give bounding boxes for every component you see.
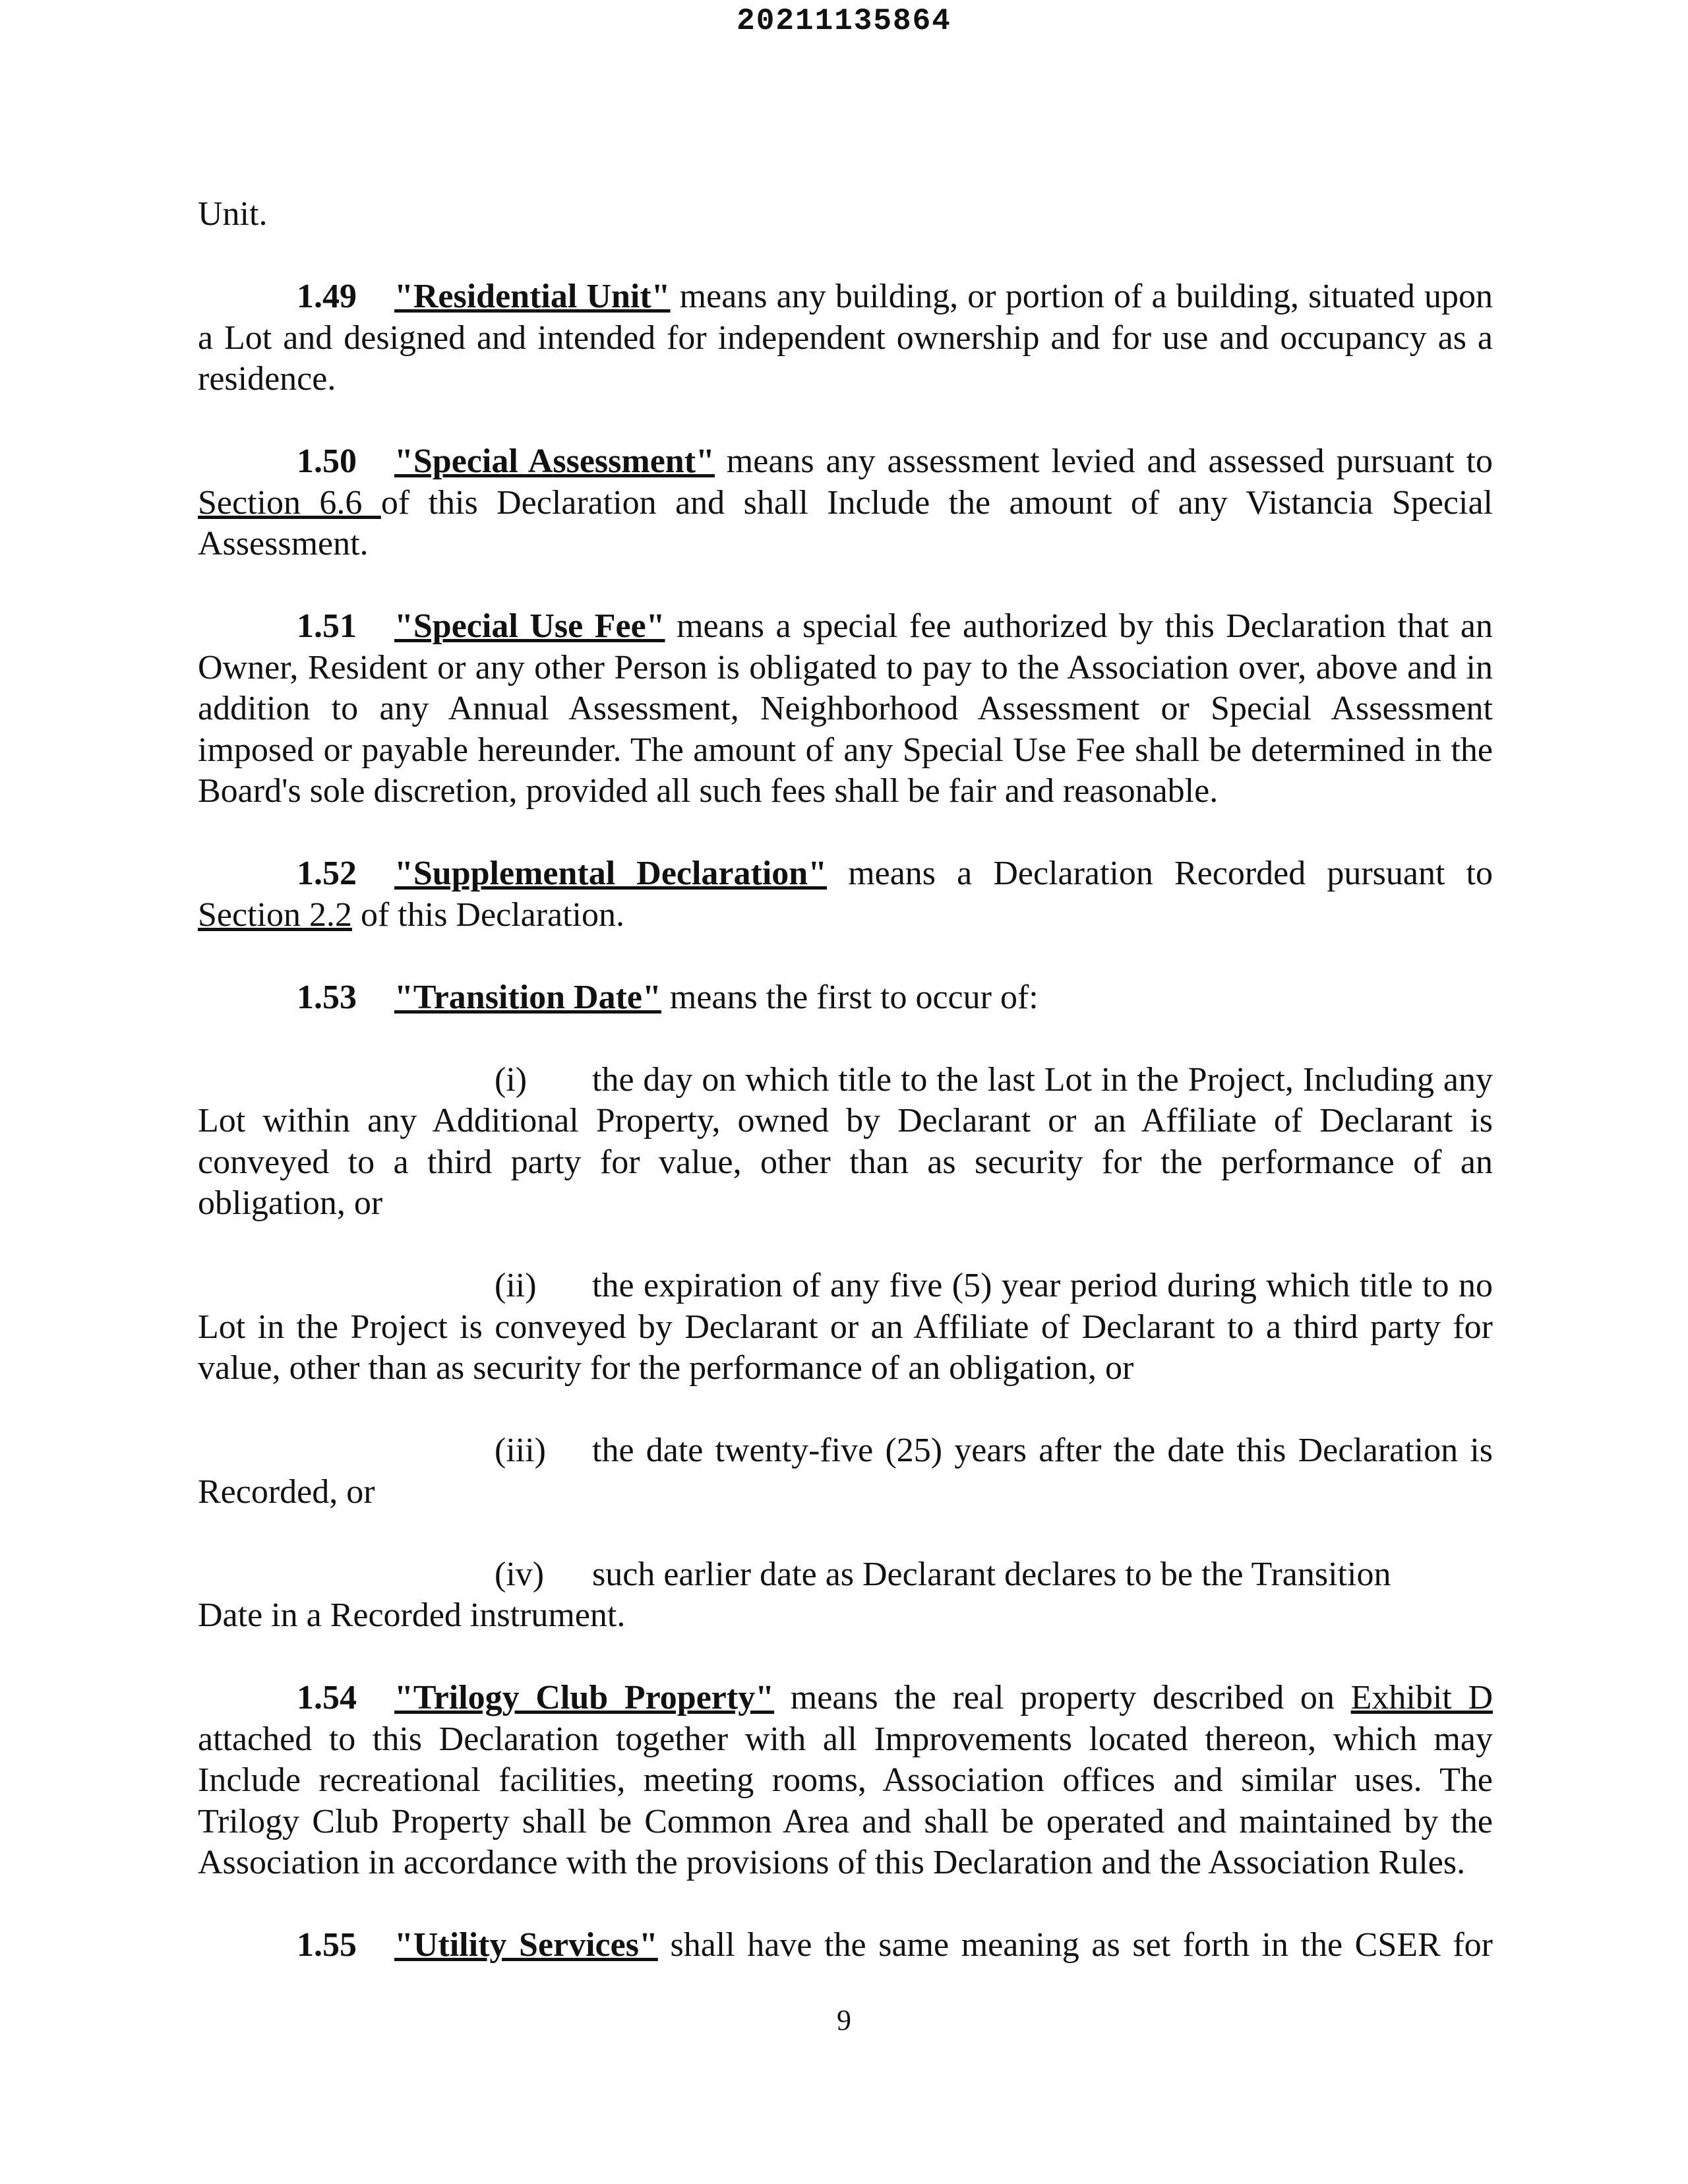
subitem-text: such earlier date as Declarant declares to be the Transition [592, 1555, 1391, 1593]
section-1-51 [198, 606, 1493, 812]
subitem-label: (ii) [495, 1267, 537, 1304]
subitem-iv-continuation: Date in a Recorded instrument. [198, 1596, 626, 1634]
subitem-label: (i) [495, 1060, 528, 1099]
definition-text: attached to this Declaration together with all Improvements located thereon, which may Include recreational facilities, meeting rooms, Association offices and similar uses. The Trilogy Club Property shall be Common Area and shall be operated and maintained by the Association in accordance with the provisions of this Declaration and the Association Rules. [198, 1720, 1493, 1881]
definition-text: of this Declaration. [351, 895, 624, 934]
section-1-54 [198, 1678, 1493, 1884]
section-number: 1.55 [297, 1926, 357, 1964]
defined-term: "Utility Services" [394, 1926, 658, 1964]
definition-text: means a Declaration Recorded pursuant to [827, 855, 1493, 892]
section-reference: Section 6.6 [198, 483, 381, 522]
definition-text: of this Declaration and shall Include the amount of any Vistancia Special Assessment. [198, 483, 1493, 562]
subitem-iii [198, 1430, 1493, 1472]
defined-term: "Transition Date" [394, 978, 661, 1016]
subitem-iv [198, 1554, 1493, 1596]
defined-term: "Special Use Fee" [394, 607, 665, 645]
definition-text: means the real property described on [774, 1679, 1351, 1716]
definition-text: means the first to occur of: [661, 978, 1039, 1016]
section-number: 1.52 [297, 855, 357, 892]
page-number: 9 [837, 2004, 851, 2036]
section-1-53 [198, 977, 1493, 1019]
section-reference: Section 2.2 [198, 895, 352, 934]
recording-number: 20211135864 [737, 4, 951, 38]
subitem-text: the date twenty-five (25) years after the date this Declaration is [592, 1432, 1493, 1469]
definition-text: means any building, or portion of a building, situated upon a Lot and designed and intended for independent ownership and for use and occupancy as a residence. [198, 278, 1493, 398]
subitem-i [198, 1060, 1493, 1225]
defined-term: "Residential Unit" [394, 278, 671, 315]
definition-text: means any assessment levied and assessed pursuant to [714, 442, 1493, 480]
exhibit-reference: Exhibit D [1350, 1679, 1493, 1716]
subitem-text: the expiration of any five (5) year period during which title to no Lot in the Project is conveyed by Declarant or an Affiliate of Declarant to a third party for value, other than as security for the performance of an obligation, or [198, 1267, 1493, 1387]
section-number: 1.54 [297, 1679, 357, 1716]
carryover-text: Unit. [198, 195, 268, 233]
document-body [198, 194, 1493, 1966]
section-1-52 [198, 853, 1493, 936]
section-1-55 [198, 1925, 1493, 1966]
defined-term: "Supplemental Declaration" [394, 855, 828, 892]
subitem-text: the day on which title to the last Lot in the Project, Including any Lot within any Additional Property, owned by Declarant or an Affiliate of Declarant is conveyed to a third party for value, other than as security for the performance of an obligation, or [198, 1060, 1493, 1222]
definition-text: shall have the same meaning as set forth in the CSER for [657, 1926, 1493, 1964]
section-number: 1.49 [297, 278, 357, 315]
defined-term: "Special Assessment" [394, 442, 715, 480]
subitem-label: (iv) [495, 1555, 545, 1593]
definition-text: means a special fee authorized by this Declaration that an Owner, Resident or any other Person is obligated to pay to the Association over, above and in addition to any Annual Assessment, Neighborhood Assessment or Special Assessment imposed or payable hereunder. The amount of any Special Use Fee shall be determined in the Board's sole discretion, provided all such fees shall be fair and reasonable. [198, 607, 1493, 810]
subitem-label: (iii) [495, 1432, 546, 1469]
section-number: 1.50 [297, 442, 357, 480]
section-1-50 [198, 441, 1493, 565]
section-number: 1.51 [297, 607, 357, 645]
subitem-iii-continuation: Recorded, or [198, 1472, 375, 1511]
subitem-ii [198, 1265, 1493, 1389]
section-number: 1.53 [297, 978, 357, 1016]
defined-term: "Trilogy Club Property" [394, 1679, 775, 1716]
section-1-49 [198, 276, 1493, 400]
